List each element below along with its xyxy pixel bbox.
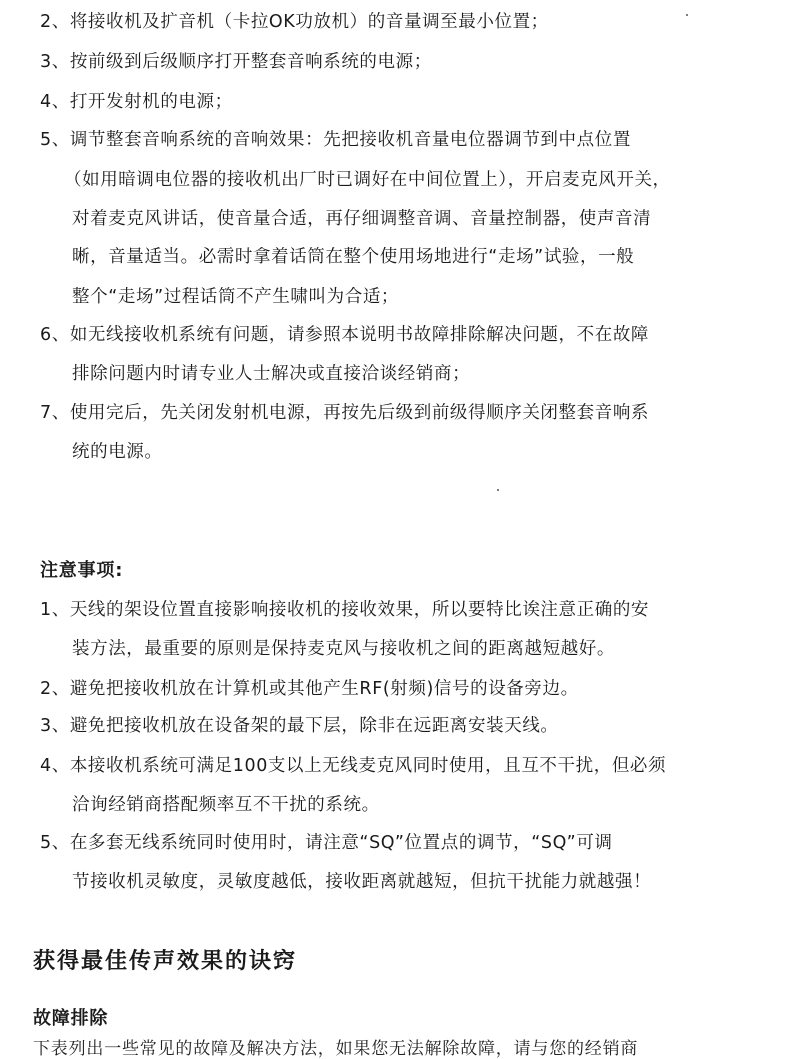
step-line: 晰，音量适当。必需时拿着话筒在整个使用场地进行“走场”试验，一般 <box>72 247 635 267</box>
troubleshoot-heading: 故障排除 <box>33 1008 109 1029</box>
note-line: 2、避免把接收机放在计算机或其他产生RF(射频)信号的设备旁边。 <box>40 679 579 699</box>
step-line: 2、将接收机及扩音机（卡拉OK功放机）的音量调至最小位置； <box>40 12 549 32</box>
step-line: 排除问题内时请专业人士解决或直接洽谈经销商； <box>72 364 471 384</box>
note-line: 节接收机灵敏度，灵敏度越低，接收距离就越短，但抗干扰能力就越强！ <box>72 872 652 892</box>
step-line: 7、使用完后，先关闭发射机电源，再按先后级到前级得顺序关闭整套音响系 <box>40 403 650 423</box>
tips-heading: 获得最佳传声效果的诀窍 <box>33 949 298 974</box>
note-line: 装方法，最重要的原则是保持麦克风与接收机之间的距离越短越好。 <box>72 639 615 659</box>
troubleshoot-intro: 下表列出一些常见的故障及解决方法，如果您无法解除故障，请与您的经销商 <box>33 1039 639 1059</box>
step-line: 6、如无线接收机系统有问题，请参照本说明书故障排除解决问题，不在故障 <box>40 325 650 345</box>
step-line: 4、打开发射机的电源； <box>40 92 233 112</box>
step-line: （如用暗调电位器的接收机出厂时已调好在中间位置上），开启麦克风开关， <box>64 170 671 190</box>
note-line: 1、天线的架设位置直接影响接收机的接收效果，所以要特比诶注意正确的安 <box>40 600 650 620</box>
note-line: 3、避免把接收机放在设备架的最下层，除非在远距离安装天线。 <box>40 716 559 736</box>
step-line: 对着麦克风讲话，使音量合适，再仔细调整音调、音量控制器，使声音清 <box>72 209 652 229</box>
step-line: 统的电源。 <box>72 442 163 462</box>
step-line: 整个“走场”过程话筒不产生啸叫为合适； <box>72 287 400 307</box>
notes-heading: 注意事项: <box>40 560 124 581</box>
scan-speck <box>686 14 688 16</box>
note-line: 4、本接收机系统可满足100支以上无线麦克风同时使用，且互不干扰，但必须 <box>40 756 667 776</box>
note-line: 5、在多套无线系统同时使用时，请注意“SQ”位置点的调节，“SQ”可调 <box>40 833 613 853</box>
step-line: 3、按前级到后级顺序打开整套音响系统的电源； <box>40 52 432 72</box>
step-line: 5、调节整套音响系统的音响效果：先把接收机音量电位器调节到中点位置 <box>40 130 631 150</box>
scan-speck <box>497 489 499 491</box>
note-line: 洽询经销商搭配频率互不干扰的系统。 <box>72 795 380 815</box>
